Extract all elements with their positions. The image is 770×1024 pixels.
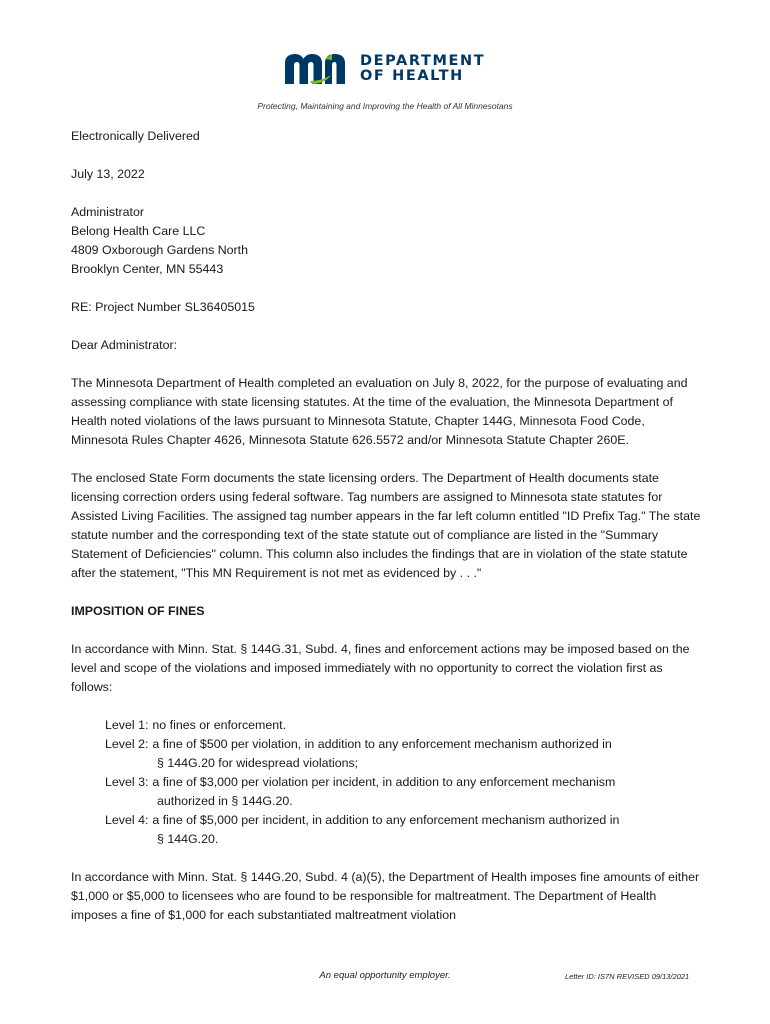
fine-levels-list [105,716,703,849]
mn-logo-mark-icon [284,53,352,85]
letter-date: July 13, 2022 [71,167,145,181]
list-item [105,773,703,811]
paragraph-state-form: The enclosed State Form documents the state licensing orders. The Department of Health documents state licensing correction orders using federal software. Tag numbers are assigned to Minnesota state statutes for Assisted Living Facilities. The assigned tag number appears in the far left column entitled "ID Prefix Tag." The state statute number and the corresponding text of the state statute out of compliance are listed in the "Summary Statement of Deficiencies" column. This column also includes the findings that are in violation of the state statute after the statement, "This MN Requirement is not met as evidenced by . . ." [71,471,701,580]
footer-letter-id: Letter ID: IS7N REVISED 09/13/2021 [565,972,690,981]
recipient-address [71,203,703,279]
level-description: a fine of $500 per violation, in addition to any enforcement mechanism authorized in [152,737,612,751]
list-item [105,716,703,735]
level-description: a fine of $5,000 per incident, in addition to any enforcement mechanism authorized in [152,813,620,827]
list-item [105,811,703,849]
footer-equal-opportunity: An equal opportunity employer. [319,970,451,981]
level-description-continued: authorized in § 144G.20. [157,794,293,808]
re-line: RE: Project Number SL36405015 [71,300,255,314]
logo-line-2: OF HEALTH [360,68,464,84]
level-description-continued: § 144G.20 for widespread violations; [157,756,359,770]
paragraph-fines-intro: In accordance with Minn. Stat. § 144G.31, Subd. 4, fines and enforcement actions may be imposed based on the level and scope of the violations and imposed immediately with no opportunity to correct the violation first as follows: [71,642,690,694]
list-item [105,735,703,773]
address-line: Brooklyn Center, MN 55443 [71,262,224,276]
level-label: Level 1: [105,718,149,732]
level-description: no fines or enforcement. [152,718,287,732]
letter-body [71,127,703,944]
address-line: 4809 Oxborough Gardens North [71,243,249,257]
salutation: Dear Administrator: [71,338,178,352]
level-label: Level 4: [105,813,149,827]
delivery-method: Electronically Delivered [71,129,200,143]
address-line: Administrator [71,205,144,219]
logo-wordmark [360,54,485,85]
level-description-continued: § 144G.20. [157,832,219,846]
paragraph-maltreatment-fines: In accordance with Minn. Stat. § 144G.20, Subd. 4 (a)(5), the Department of Health imposes fine amounts of either $1,000 or $5,000 to licensees who are found to be responsible for maltreatment. The Department of Health imposes a fine of $1,000 for each substantiated maltreatment violation [71,870,700,922]
address-line: Belong Health Care LLC [71,224,206,238]
level-label: Level 3: [105,775,149,789]
logo-line-1: DEPARTMENT [360,52,486,69]
mdh-logo [284,52,485,86]
level-label: Level 2: [105,737,149,751]
level-description: a fine of $3,000 per violation per incident, in addition to any enforcement mechanism [152,775,616,789]
section-heading-fines: IMPOSITION OF FINES [71,604,205,618]
paragraph-evaluation: The Minnesota Department of Health completed an evaluation on July 8, 2022, for the purpose of evaluating and assessing compliance with state licensing statutes. At the time of the evaluation, the Minnesota Department of Health noted violations of the laws pursuant to Minnesota Statute, Chapter 144G, Minnesota Food Code, Minnesota Rules Chapter 4626, Minnesota Statute 626.5572 and/or Minnesota Statute Chapter 260E. [71,376,688,447]
tagline: Protecting, Maintaining and Improving the Health of All Minnesotans [257,101,513,111]
